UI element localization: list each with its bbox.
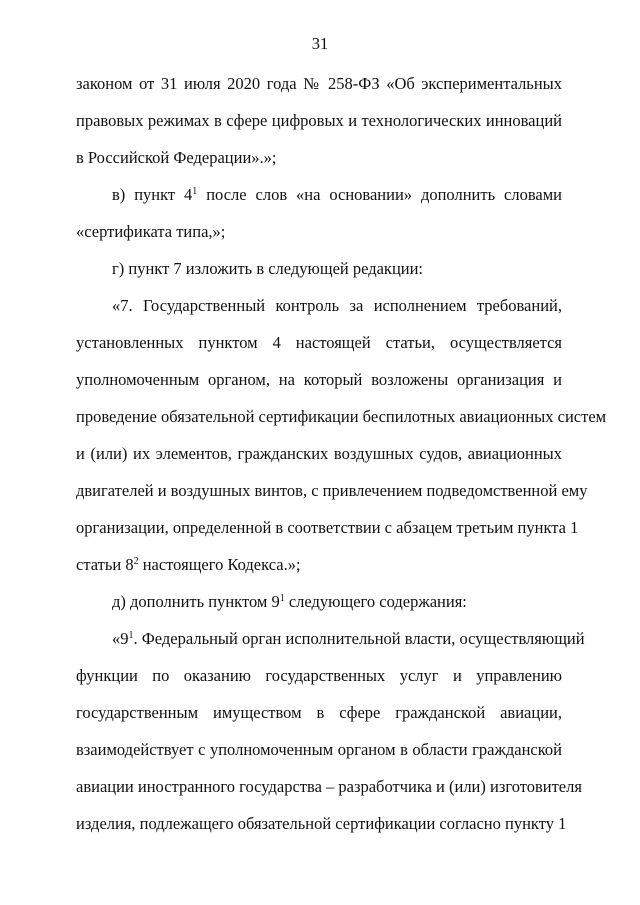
text-line: двигателей и воздушных винтов, с привлечением подведомственной ему	[76, 481, 588, 500]
text-line: правовых режимах в сфере цифровых и технологических инноваций	[76, 111, 562, 130]
paragraph-g: г) пункт 7 изложить в следующей редакции:	[112, 259, 424, 278]
text-line: проведение обязательной сертификации беспилотных авиационных систем	[76, 407, 607, 426]
paragraph-quote-7: «7. Государственный контроль за исполнением требований,	[112, 296, 562, 315]
paragraph-v: в) пункт $4^1$ после слов «на основании» дополнить словами	[112, 185, 562, 204]
text-line: функции по оказанию государственных услуг и управлению	[76, 666, 562, 685]
paragraph-d: д) дополнить пунктом $9^1$ следующего содержания:	[112, 592, 467, 611]
paragraph-quote-9: «$9^1$. Федеральный орган исполнительной власти, осуществляющий	[112, 629, 585, 648]
text-line: законом от 31 июля 2020 года № 258-ФЗ «Об экспериментальных	[76, 74, 562, 93]
text-line: установленных пунктом 4 настоящей статьи, осуществляется	[76, 333, 562, 352]
text-line: и (или) их элементов, гражданских воздушных судов, авиационных	[76, 444, 562, 463]
text-line: государственным имуществом в сфере гражданской авиации,	[76, 703, 562, 722]
text-line: взаимодействует с уполномоченным органом в области гражданской	[76, 740, 562, 759]
text-line: статьи $8^2$ настоящего Кодекса.»;	[76, 555, 301, 574]
text-line: «сертификата типа,»;	[76, 222, 226, 241]
text-line: в Российской Федерации».»;	[76, 148, 277, 167]
text-line: авиации иностранного государства – разработчика и (или) изготовителя	[76, 777, 582, 796]
page-number: 31	[311, 34, 329, 53]
text-line: изделия, подлежащего обязательной сертификации согласно пункту 1	[76, 814, 567, 833]
text-line: уполномоченным органом, на который возложены организация и	[76, 370, 562, 389]
text-line: организации, определенной в соответствии с абзацем третьим пункта 1	[76, 518, 579, 537]
